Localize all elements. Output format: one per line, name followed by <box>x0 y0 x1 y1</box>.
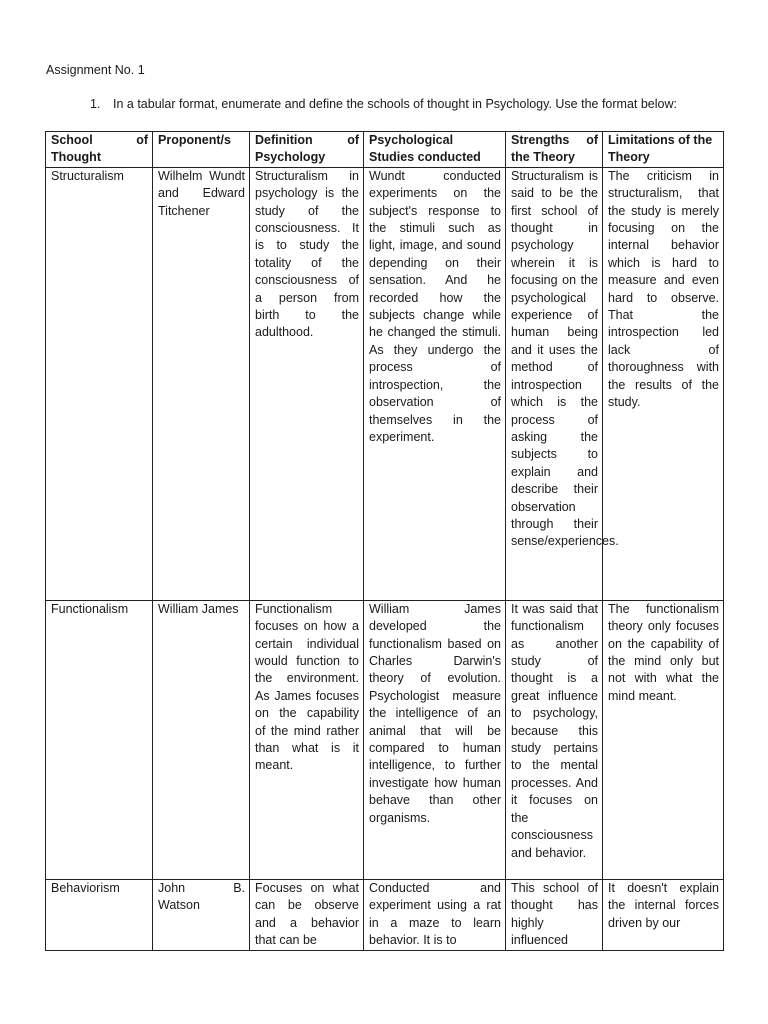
cell-school: Structuralism <box>46 167 153 600</box>
table-row <box>46 879 724 950</box>
cell-studies: Conducted and experiment using a rat in a maze to learn behavior. It is to <box>364 879 506 950</box>
cell-definition: Functionalism focuses on how a certain individual would function to the environment. As James focuses on the capability of the mind rather than what is it meant. <box>250 600 364 879</box>
cell-school: Behaviorism <box>46 879 153 950</box>
instruction-item <box>90 96 730 112</box>
schools-of-thought-table <box>45 131 724 951</box>
cell-limitations: The functionalism theory only focuses on the capability of the mind only but not with what the mind meant. <box>603 600 724 879</box>
instruction-number: 1. <box>90 97 101 111</box>
cell-limitations: It doesn't explain the internal forces driven by our <box>603 879 724 950</box>
cell-proponents: John B. Watson <box>153 879 250 950</box>
cell-limitations: The criticism in structuralism, that the study is merely focusing on the internal behavior which is hard to measure and even hard to observe. That the introspection led lack of thoroughness with the results of the study. <box>603 167 724 600</box>
cell-strengths: Structuralism is said to be the first school of thought in psychology wherein it is focusing on the psychological experience of human being and it uses the method of introspection which is the process of asking the subjects to explain and describe their observation through their sense/experiences. <box>506 167 603 600</box>
cell-studies: William James developed the functionalism based on Charles Darwin's theory of evolution. Psychologist measure the intelligence of an animal that will be compared to human intelligence, to further investigate how human behave than other organisms. <box>364 600 506 879</box>
table-row <box>46 600 724 879</box>
cell-school: Functionalism <box>46 600 153 879</box>
cell-strengths: This school of thought has highly influenced <box>506 879 603 950</box>
cell-strengths: It was said that functionalism as another study of thought is a great influence to psychology, because this study pertains to the mental processes. And it focuses on the consciousness and behavior. <box>506 600 603 879</box>
header-school-of-thought: School of Thought <box>46 132 153 168</box>
cell-definition: Focuses on what can be observe and a behavior that can be <box>250 879 364 950</box>
header-limitations: Limitations of the Theory <box>603 132 724 168</box>
assignment-title: Assignment No. 1 <box>46 63 145 77</box>
table-header-row <box>46 132 724 168</box>
instruction-text: In a tabular format, enumerate and define the schools of thought in Psychology. Use the format below: <box>113 97 677 111</box>
header-studies: Psychological Studies conducted <box>364 132 506 168</box>
header-definition: Definition of Psychology <box>250 132 364 168</box>
cell-definition: Structuralism in psychology is the study of the consciousness. It is to study the totality of the consciousness of a person from birth to the adulthood. <box>250 167 364 600</box>
cell-studies: Wundt conducted experiments on the subject's response to the stimuli such as light, image, and sound depending on their sensation. And he recorded how the subjects change while he changed the stimuli. As they undergo the process of introspection, the observation of themselves in the experiment. <box>364 167 506 600</box>
header-strengths: Strengths of the Theory <box>506 132 603 168</box>
cell-proponents: William James <box>153 600 250 879</box>
header-proponents: Proponent/s <box>153 132 250 168</box>
table-row <box>46 167 724 600</box>
cell-proponents: Wilhelm Wundt and Edward Titchener <box>153 167 250 600</box>
